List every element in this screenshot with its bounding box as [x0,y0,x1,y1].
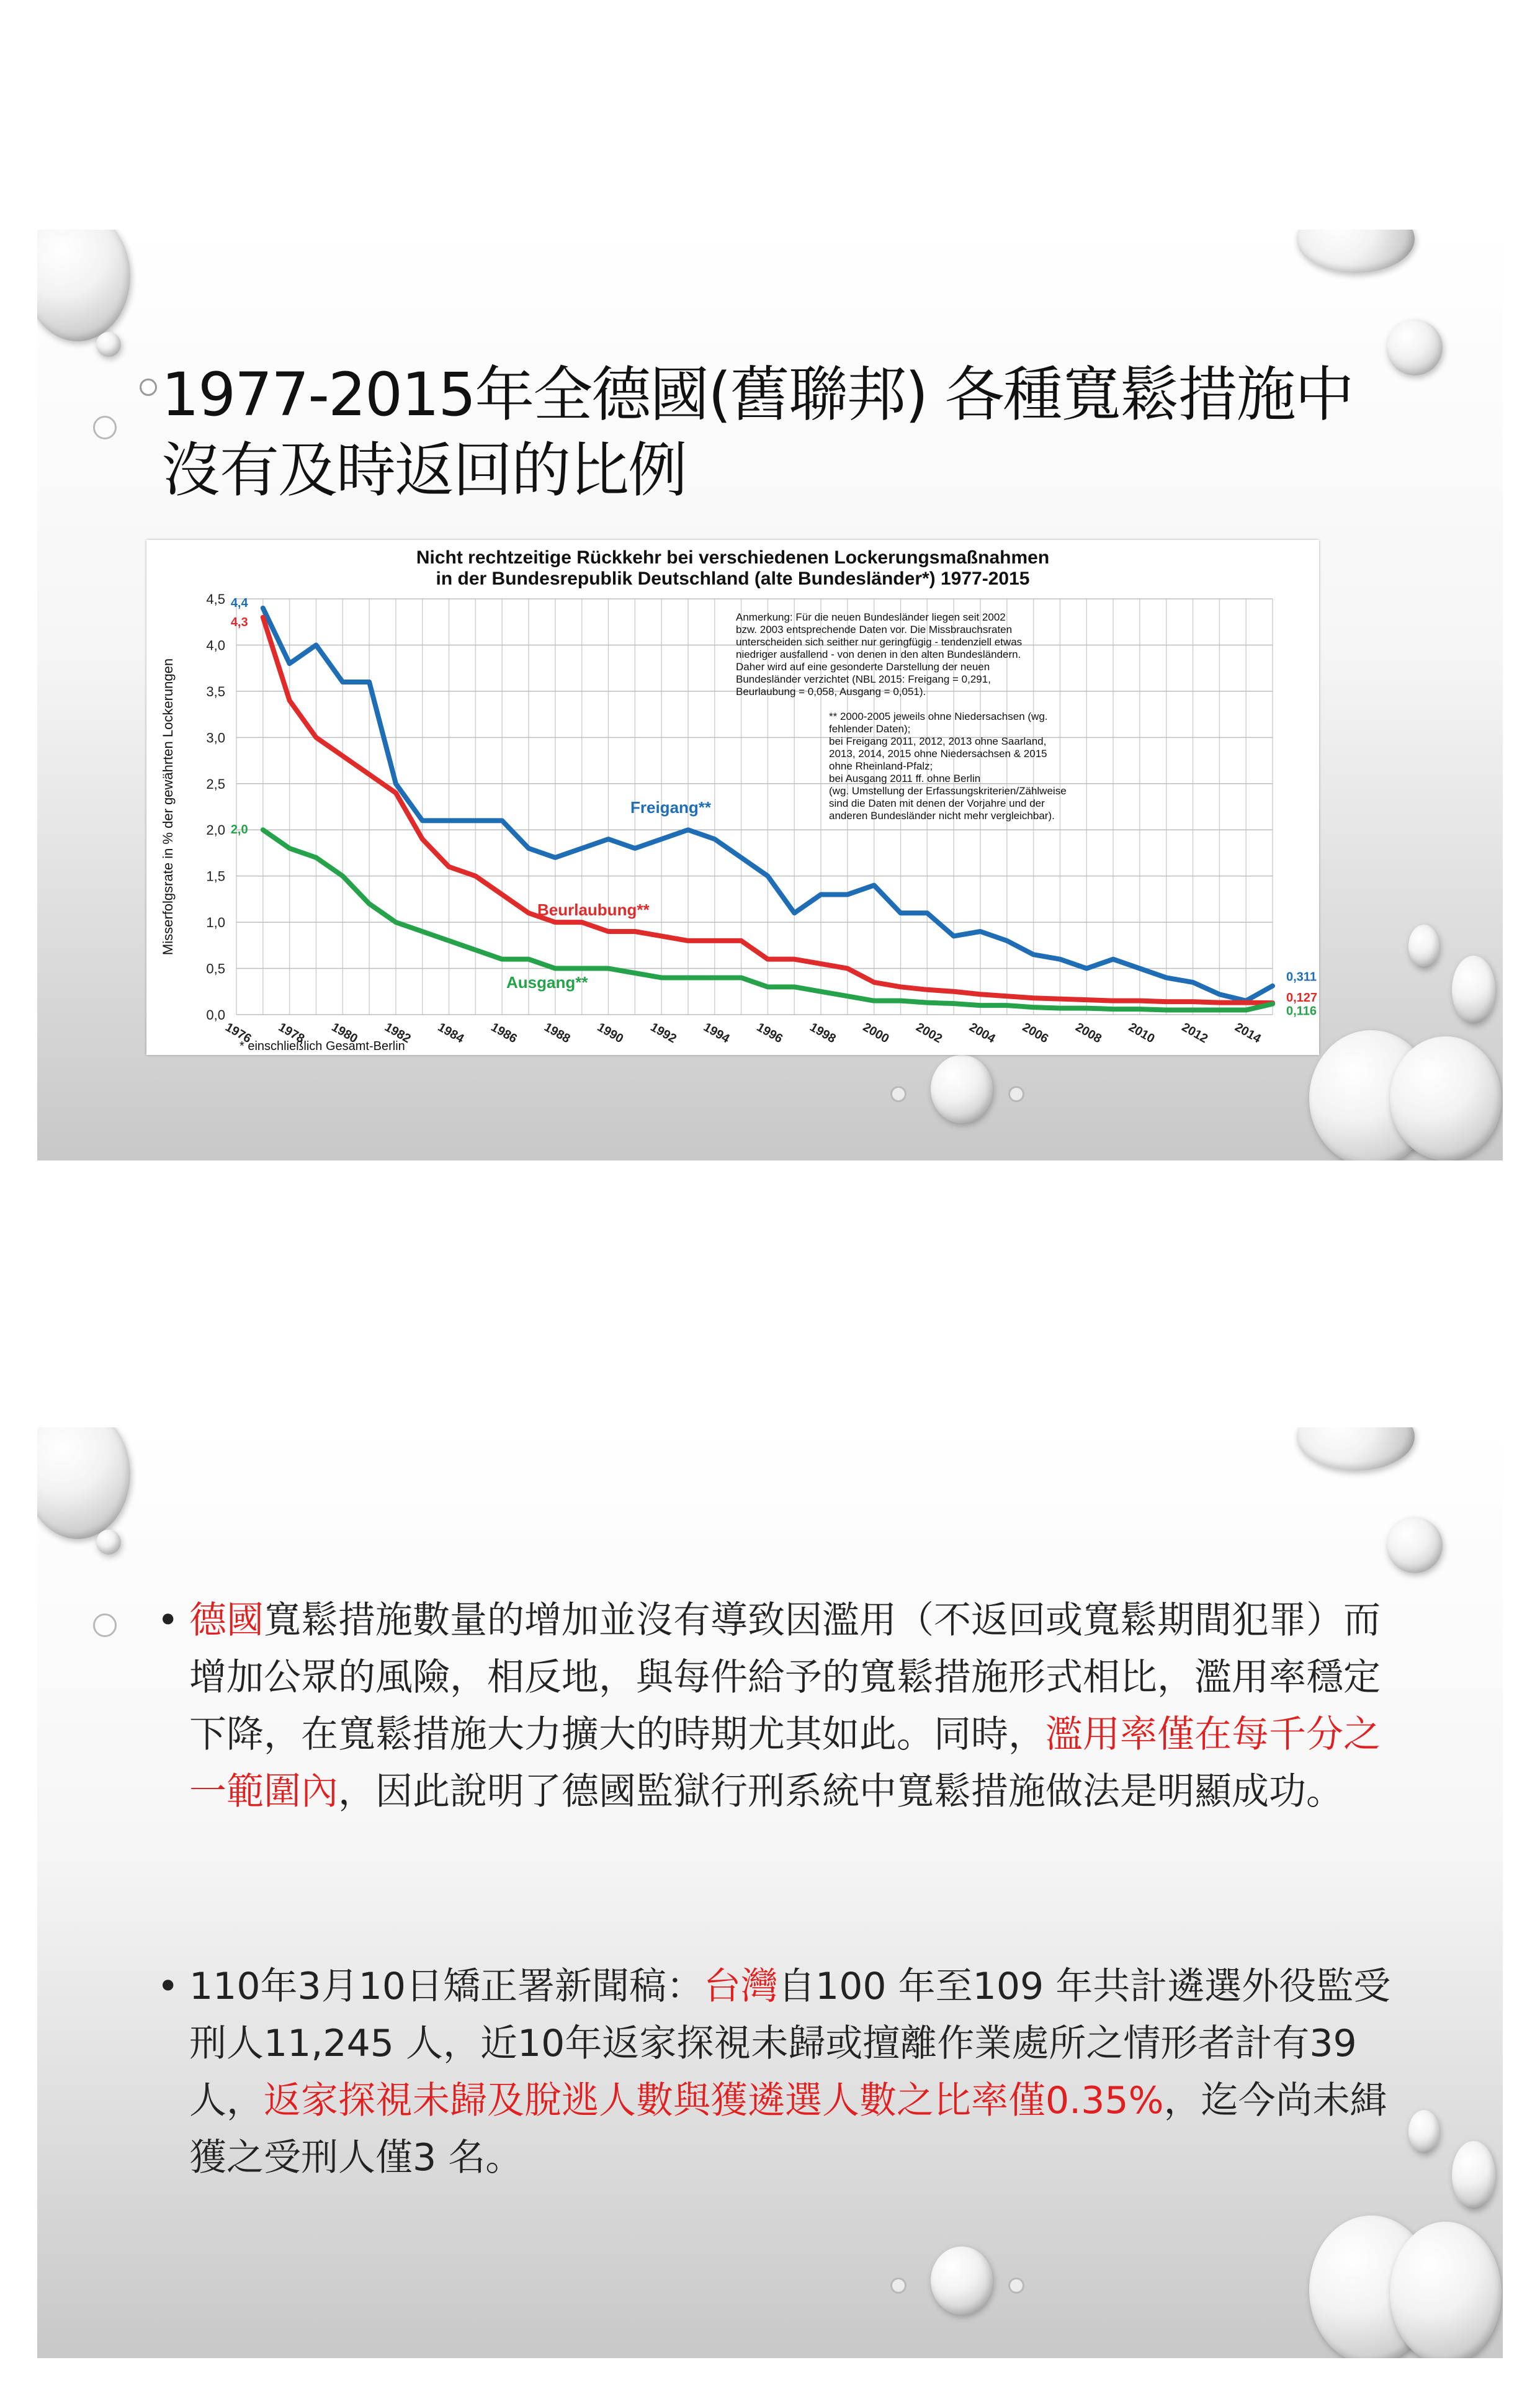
chart-note-line: niedriger ausfallend - von denen in den alten Bundesländern. [736,648,1021,660]
series-start-label: 4,3 [230,615,248,629]
series-label: Ausgang** [506,973,588,992]
water-ring [93,1613,117,1637]
y-tick-label: 4,5 [206,591,225,607]
x-tick-label: 1990 [594,1020,626,1046]
y-tick-label: 4,0 [206,637,225,653]
x-tick-label: 2012 [1179,1020,1211,1046]
x-tick-label: 1986 [488,1020,519,1046]
series-start-label: 2,0 [230,823,248,837]
y-axis-label: Misserfolgsrate in % der gewährten Lockerungen [160,658,176,956]
water-drop [37,1427,130,1539]
x-tick-label: 1992 [648,1020,679,1046]
chart-note-line: ohne Rheinland-Pfalz; [829,760,933,772]
chart-note-line: 2013, 2014, 2015 ohne Niedersachsen & 2015 [829,748,1047,760]
x-tick-label: 1982 [382,1020,413,1046]
b1-run: 德國 [189,1599,264,1642]
y-tick-label: 1,0 [206,915,225,931]
title-bullet [140,379,157,396]
b2-run: 110年3月10日矯正署新聞稿： [189,1965,704,2008]
x-tick-label: 2014 [1232,1020,1263,1046]
b2-run: 自100 年至109 年共計遴選外役監受刑人11,245 人，近10年返家探視未歸或擅離作業處所之情形者計有39人， [189,1965,1391,2122]
x-tick-label: 1976 [223,1020,254,1046]
x-tick-label: 1988 [542,1020,573,1046]
x-tick-label: 2004 [967,1020,998,1046]
bullet-2 [157,1958,1405,2186]
water-ring [1008,2278,1024,2294]
chart-note-line: fehlender Daten); [829,723,911,735]
y-tick-label: 0,5 [206,961,225,977]
water-ring [1008,1086,1024,1102]
water-drop [931,1055,993,1123]
chart-note-line: (wg. Umstellung der Erfassungskriterien/Zählweise [829,785,1067,797]
y-tick-label: 0,0 [206,1007,225,1023]
water-drop [1452,956,1495,1024]
series-end-label: 0,116 [1286,1004,1317,1018]
chart-title: Nicht rechtzeitige Rückkehr bei verschiedenen Lockerungsmaßnahmen [416,547,1050,568]
b1-run: ，因此說明了德國監獄行刑系統中寬鬆措施做法是明顯成功。 [338,1770,1343,1813]
water-drop [1297,1427,1415,1471]
water-ring [890,1086,907,1102]
series-start-label: 4,4 [230,596,248,610]
water-drop [1390,2222,1502,2358]
y-tick-label: 3,5 [206,683,225,699]
bullet-marker: • [157,1965,179,2008]
chart-footnote: * einschließlich Gesamt-Berlin [240,1039,405,1053]
slide-title: 1977-2015年全德國(舊聯邦) 各種寬鬆措施中沒有及時返回的比例 [161,360,1353,505]
b2-run: ，迄今尚未緝獲之受刑人僅3 名。 [189,2079,1387,2179]
bullet-1 [157,1592,1405,1820]
water-drop [1408,925,1439,968]
y-tick-label: 1,5 [206,868,225,884]
x-tick-label: 1980 [329,1020,360,1046]
x-tick-label: 2000 [860,1020,892,1046]
chart-note-line: Bundesländer verzichtet (NBL 2015: Freigang = 0,291, [736,673,991,685]
water-drop [96,1530,121,1555]
water-ring [890,2278,907,2294]
water-drop [1390,1036,1502,1160]
water-drop [931,2246,993,2315]
b2-run: 返家探視未歸及脫逃人數與獲遴選人數之比率僅0.35% [264,2079,1164,2122]
water-drop [1387,1517,1443,1573]
line-chart [146,540,1319,1055]
x-tick-label: 1996 [754,1020,786,1046]
slide-1 [37,230,1503,1160]
b1-run: 寬鬆措施數量的增加並沒有導致因濫用（不返回或寬鬆期間犯罪）而增加公眾的風險，相反地，與每件給予的寬鬆措施形式相比，濫用率穩定下降，在寬鬆措施大力擴大的時期尤其如此。同時， [189,1599,1381,1756]
water-ring [93,416,117,439]
water-drop [37,230,130,341]
chart-note-line: ** 2000-2005 jeweils ohne Niedersachsen (wg. [829,711,1048,722]
chart-note-line: Anmerkung: Für die neuen Bundesländer liegen seit 2002 [736,611,1006,623]
chart-note-line: Daher wird auf eine gesonderte Darstellung der neuen [736,661,990,673]
series-label: Beurlaubung** [537,900,650,919]
y-tick-label: 2,0 [206,822,225,838]
chart-note-line: bzw. 2003 entsprechende Daten vor. Die Missbrauchsraten [736,624,1013,635]
y-tick-label: 2,5 [206,776,225,792]
series-end-label: 0,127 [1286,991,1318,1005]
y-tick-label: 3,0 [206,730,225,746]
x-tick-label: 2002 [913,1020,945,1046]
x-tick-label: 2008 [1073,1020,1104,1046]
chart-note-line: unterscheiden sich seither nur geringfügig - tendenziell etwas [736,636,1023,648]
b2-run: 台灣 [704,1965,779,2008]
water-drop [1408,2110,1439,2153]
series-end-label: 0,311 [1286,970,1317,984]
water-drop [1297,230,1415,273]
chart-note-line: anderen Bundesländer nicht mehr vergleichbar). [829,810,1055,822]
chart [146,540,1319,1055]
x-tick-label: 1978 [275,1020,307,1046]
x-tick-label: 2006 [1019,1020,1051,1046]
chart-subtitle: in der Bundesrepublik Deutschland (alte Bundesländer*) 1977-2015 [436,568,1030,589]
x-tick-label: 1998 [807,1020,838,1046]
chart-note-line: sind die Daten mit denen der Vorjahre und der [829,797,1045,809]
b1-run: 濫用率僅在每千分之一範圍內 [189,1713,1381,1813]
slide-2 [37,1427,1503,2358]
bullet-marker: • [157,1599,179,1642]
chart-note-line: bei Freigang 2011, 2012, 2013 ohne Saarland, [829,735,1047,747]
water-drop [1452,2141,1495,2209]
bullet-1-text [189,1599,1381,1813]
series-label: Freigang** [630,798,712,817]
chart-note-line: Beurlaubung = 0,058, Ausgang = 0,051). [736,686,926,698]
chart-note-line: bei Ausgang 2011 ff. ohne Berlin [829,773,981,784]
water-drop [96,332,121,357]
bullet-2-text [189,1965,1390,2179]
x-tick-label: 1994 [701,1020,732,1046]
x-tick-label: 1984 [435,1020,467,1046]
x-tick-label: 2010 [1126,1020,1157,1046]
